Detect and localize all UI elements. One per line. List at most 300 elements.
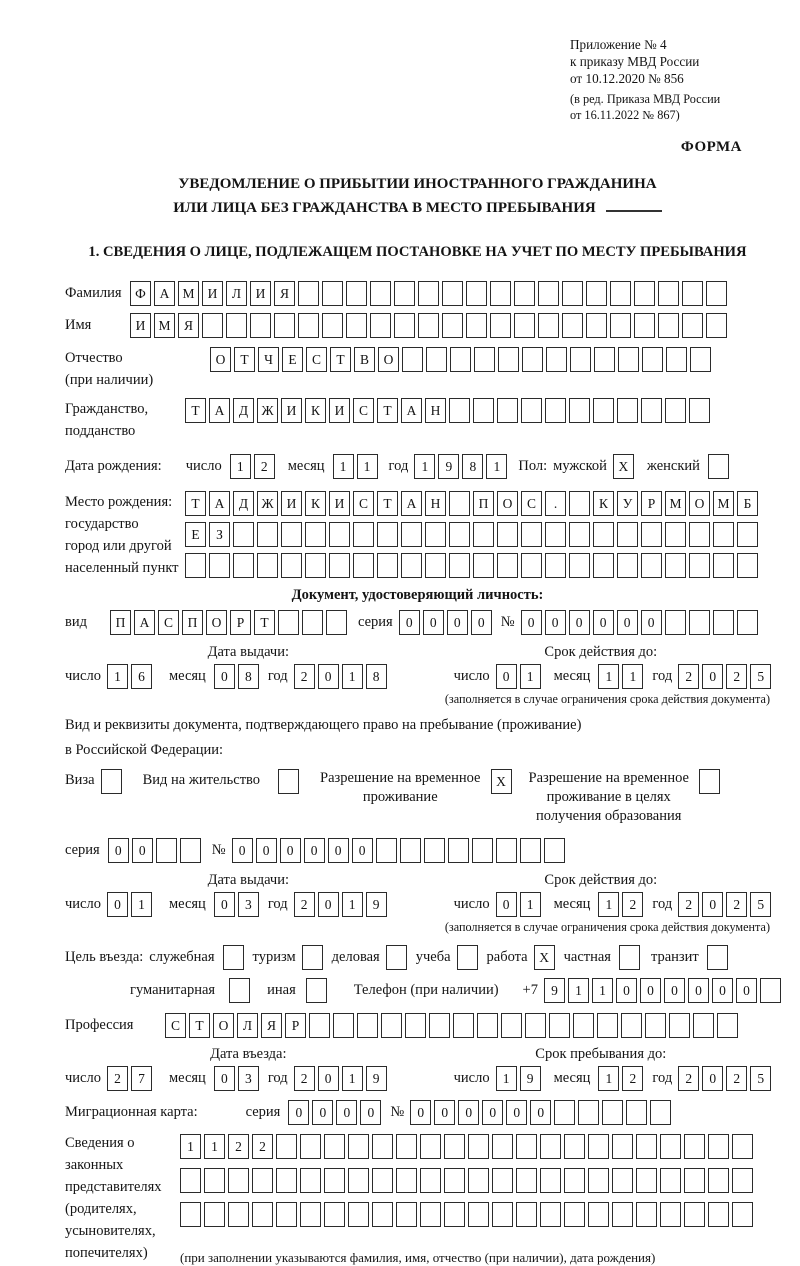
char-cell[interactable] — [298, 313, 319, 338]
char-cell[interactable]: 1 — [131, 892, 152, 917]
char-cell[interactable]: 1 — [496, 1066, 517, 1091]
char-cell[interactable]: Ж — [257, 398, 278, 423]
char-cell[interactable] — [333, 1013, 354, 1038]
char-cell[interactable] — [250, 313, 271, 338]
char-cell[interactable] — [641, 398, 662, 423]
char-cell[interactable]: 0 — [496, 892, 517, 917]
char-cell[interactable] — [549, 1013, 570, 1038]
char-cell[interactable] — [684, 1168, 705, 1193]
char-cell[interactable] — [281, 553, 302, 578]
char-cell[interactable]: 0 — [318, 1066, 339, 1091]
char-cell[interactable] — [737, 553, 758, 578]
char-cell[interactable] — [602, 1100, 623, 1125]
char-cell[interactable]: П — [110, 610, 131, 635]
char-cell[interactable]: К — [305, 491, 326, 516]
char-cell[interactable] — [540, 1168, 561, 1193]
char-cell[interactable] — [617, 398, 638, 423]
char-cell[interactable] — [300, 1168, 321, 1193]
char-cell[interactable]: 2 — [726, 664, 747, 689]
char-cell[interactable]: 1 — [107, 664, 128, 689]
char-cell[interactable] — [540, 1202, 561, 1227]
char-cell[interactable] — [538, 313, 559, 338]
char-cell[interactable] — [394, 281, 415, 306]
char-cell[interactable]: 3 — [238, 1066, 259, 1091]
char-cell[interactable]: 0 — [458, 1100, 479, 1125]
char-cell[interactable] — [326, 610, 347, 635]
char-cell[interactable] — [492, 1202, 513, 1227]
char-cell[interactable] — [396, 1202, 417, 1227]
char-cell[interactable] — [660, 1134, 681, 1159]
char-cell[interactable]: Е — [185, 522, 206, 547]
char-cell[interactable] — [610, 313, 631, 338]
char-cell[interactable]: 0 — [108, 838, 129, 863]
char-cell[interactable]: 1 — [204, 1134, 225, 1159]
char-cell[interactable]: 0 — [616, 978, 637, 1003]
char-cell[interactable]: 0 — [352, 838, 373, 863]
char-cell[interactable] — [202, 313, 223, 338]
char-cell[interactable] — [233, 553, 254, 578]
char-cell[interactable]: 2 — [622, 892, 643, 917]
char-cell[interactable]: Я — [261, 1013, 282, 1038]
char-cell[interactable] — [626, 1100, 647, 1125]
char-cell[interactable] — [418, 313, 439, 338]
char-cell[interactable] — [612, 1168, 633, 1193]
char-cell[interactable] — [660, 1168, 681, 1193]
char-cell[interactable] — [636, 1134, 657, 1159]
char-cell[interactable]: 1 — [568, 978, 589, 1003]
char-cell[interactable] — [660, 1202, 681, 1227]
char-cell[interactable] — [420, 1168, 441, 1193]
char-cell[interactable] — [466, 281, 487, 306]
char-cell[interactable] — [322, 281, 343, 306]
char-cell[interactable]: 8 — [238, 664, 259, 689]
char-cell[interactable] — [346, 313, 367, 338]
char-cell[interactable] — [185, 553, 206, 578]
char-cell[interactable] — [396, 1134, 417, 1159]
char-cell[interactable]: 0 — [280, 838, 301, 863]
char-cell[interactable]: 0 — [423, 610, 444, 635]
char-cell[interactable] — [520, 838, 541, 863]
char-cell[interactable]: И — [130, 313, 151, 338]
char-cell[interactable]: С — [353, 491, 374, 516]
char-cell[interactable]: А — [134, 610, 155, 635]
char-cell[interactable] — [666, 347, 687, 372]
char-cell[interactable]: З — [209, 522, 230, 547]
temp-residence-checkbox[interactable]: X — [491, 769, 512, 794]
temp-residence-edu-checkbox[interactable] — [699, 769, 720, 794]
char-cell[interactable] — [300, 1134, 321, 1159]
char-cell[interactable]: М — [154, 313, 175, 338]
char-cell[interactable] — [444, 1202, 465, 1227]
char-cell[interactable] — [564, 1168, 585, 1193]
char-cell[interactable] — [636, 1168, 657, 1193]
char-cell[interactable]: 0 — [360, 1100, 381, 1125]
char-cell[interactable] — [569, 398, 590, 423]
char-cell[interactable]: 1 — [598, 892, 619, 917]
char-cell[interactable] — [444, 1134, 465, 1159]
purpose-tourism-checkbox[interactable] — [302, 945, 323, 970]
char-cell[interactable] — [377, 553, 398, 578]
char-cell[interactable] — [586, 313, 607, 338]
char-cell[interactable] — [402, 347, 423, 372]
char-cell[interactable] — [298, 281, 319, 306]
char-cell[interactable]: Т — [330, 347, 351, 372]
char-cell[interactable]: 0 — [640, 978, 661, 1003]
char-cell[interactable] — [737, 522, 758, 547]
char-cell[interactable] — [498, 347, 519, 372]
char-cell[interactable] — [682, 281, 703, 306]
char-cell[interactable] — [444, 1168, 465, 1193]
char-cell[interactable]: 6 — [131, 664, 152, 689]
char-cell[interactable]: И — [250, 281, 271, 306]
char-cell[interactable] — [545, 398, 566, 423]
char-cell[interactable] — [468, 1134, 489, 1159]
char-cell[interactable]: 0 — [214, 664, 235, 689]
char-cell[interactable] — [300, 1202, 321, 1227]
char-cell[interactable]: О — [206, 610, 227, 635]
sex-male-checkbox[interactable]: X — [613, 454, 634, 479]
char-cell[interactable]: 2 — [726, 892, 747, 917]
char-cell[interactable]: Р — [641, 491, 662, 516]
char-cell[interactable] — [376, 838, 397, 863]
char-cell[interactable]: . — [545, 491, 566, 516]
char-cell[interactable] — [348, 1202, 369, 1227]
char-cell[interactable]: 3 — [238, 892, 259, 917]
char-cell[interactable] — [473, 522, 494, 547]
char-cell[interactable]: Д — [233, 398, 254, 423]
char-cell[interactable]: 0 — [506, 1100, 527, 1125]
char-cell[interactable] — [593, 522, 614, 547]
char-cell[interactable]: 2 — [678, 892, 699, 917]
char-cell[interactable]: 0 — [318, 664, 339, 689]
char-cell[interactable] — [521, 553, 542, 578]
char-cell[interactable]: 2 — [252, 1134, 273, 1159]
char-cell[interactable] — [466, 313, 487, 338]
char-cell[interactable] — [713, 610, 734, 635]
char-cell[interactable]: 0 — [641, 610, 662, 635]
char-cell[interactable] — [353, 522, 374, 547]
char-cell[interactable] — [492, 1168, 513, 1193]
char-cell[interactable] — [569, 522, 590, 547]
char-cell[interactable]: М — [713, 491, 734, 516]
purpose-official-checkbox[interactable] — [223, 945, 244, 970]
char-cell[interactable] — [573, 1013, 594, 1038]
char-cell[interactable] — [257, 553, 278, 578]
char-cell[interactable]: 2 — [678, 1066, 699, 1091]
char-cell[interactable]: Я — [274, 281, 295, 306]
char-cell[interactable] — [516, 1134, 537, 1159]
char-cell[interactable]: 1 — [342, 892, 363, 917]
char-cell[interactable] — [473, 398, 494, 423]
char-cell[interactable] — [233, 522, 254, 547]
char-cell[interactable]: 2 — [678, 664, 699, 689]
purpose-other-checkbox[interactable] — [306, 978, 327, 1003]
char-cell[interactable]: П — [473, 491, 494, 516]
char-cell[interactable]: 1 — [342, 664, 363, 689]
char-cell[interactable]: 2 — [294, 664, 315, 689]
char-cell[interactable] — [442, 313, 463, 338]
char-cell[interactable] — [276, 1202, 297, 1227]
sex-female-checkbox[interactable] — [708, 454, 729, 479]
char-cell[interactable] — [252, 1168, 273, 1193]
char-cell[interactable] — [521, 398, 542, 423]
char-cell[interactable]: 0 — [214, 892, 235, 917]
char-cell[interactable] — [617, 553, 638, 578]
char-cell[interactable] — [257, 522, 278, 547]
char-cell[interactable] — [324, 1202, 345, 1227]
char-cell[interactable] — [610, 281, 631, 306]
char-cell[interactable] — [425, 553, 446, 578]
char-cell[interactable] — [665, 398, 686, 423]
char-cell[interactable]: Ж — [257, 491, 278, 516]
char-cell[interactable] — [597, 1013, 618, 1038]
char-cell[interactable] — [477, 1013, 498, 1038]
char-cell[interactable] — [669, 1013, 690, 1038]
char-cell[interactable]: 0 — [521, 610, 542, 635]
char-cell[interactable]: 7 — [131, 1066, 152, 1091]
char-cell[interactable]: О — [497, 491, 518, 516]
char-cell[interactable]: А — [401, 398, 422, 423]
char-cell[interactable]: А — [209, 491, 230, 516]
char-cell[interactable]: И — [329, 491, 350, 516]
char-cell[interactable]: 0 — [447, 610, 468, 635]
char-cell[interactable]: 1 — [230, 454, 251, 479]
char-cell[interactable] — [405, 1013, 426, 1038]
char-cell[interactable]: 8 — [366, 664, 387, 689]
char-cell[interactable] — [468, 1168, 489, 1193]
char-cell[interactable] — [396, 1168, 417, 1193]
char-cell[interactable] — [372, 1134, 393, 1159]
char-cell[interactable] — [545, 522, 566, 547]
char-cell[interactable] — [634, 313, 655, 338]
char-cell[interactable] — [180, 1202, 201, 1227]
char-cell[interactable]: А — [154, 281, 175, 306]
char-cell[interactable] — [329, 553, 350, 578]
char-cell[interactable]: Р — [230, 610, 251, 635]
char-cell[interactable] — [586, 281, 607, 306]
char-cell[interactable] — [514, 281, 535, 306]
char-cell[interactable] — [329, 522, 350, 547]
char-cell[interactable] — [665, 522, 686, 547]
char-cell[interactable]: 0 — [312, 1100, 333, 1125]
char-cell[interactable] — [357, 1013, 378, 1038]
char-cell[interactable] — [684, 1134, 705, 1159]
char-cell[interactable]: 0 — [304, 838, 325, 863]
char-cell[interactable] — [278, 610, 299, 635]
char-cell[interactable] — [474, 347, 495, 372]
char-cell[interactable]: Т — [377, 398, 398, 423]
char-cell[interactable] — [641, 553, 662, 578]
char-cell[interactable] — [204, 1168, 225, 1193]
char-cell[interactable] — [274, 313, 295, 338]
char-cell[interactable] — [665, 553, 686, 578]
char-cell[interactable]: Р — [285, 1013, 306, 1038]
char-cell[interactable] — [372, 1168, 393, 1193]
residence-permit-checkbox[interactable] — [278, 769, 299, 794]
char-cell[interactable] — [546, 347, 567, 372]
purpose-transit-checkbox[interactable] — [707, 945, 728, 970]
char-cell[interactable] — [732, 1134, 753, 1159]
char-cell[interactable] — [514, 313, 535, 338]
char-cell[interactable] — [689, 398, 710, 423]
char-cell[interactable]: 9 — [366, 1066, 387, 1091]
char-cell[interactable]: Т — [185, 398, 206, 423]
char-cell[interactable] — [497, 522, 518, 547]
char-cell[interactable] — [737, 610, 758, 635]
char-cell[interactable] — [684, 1202, 705, 1227]
char-cell[interactable]: Т — [234, 347, 255, 372]
char-cell[interactable] — [665, 610, 686, 635]
char-cell[interactable] — [302, 610, 323, 635]
char-cell[interactable] — [545, 553, 566, 578]
char-cell[interactable] — [252, 1202, 273, 1227]
char-cell[interactable]: 2 — [254, 454, 275, 479]
char-cell[interactable]: О — [378, 347, 399, 372]
char-cell[interactable]: 0 — [530, 1100, 551, 1125]
char-cell[interactable] — [324, 1134, 345, 1159]
char-cell[interactable]: 1 — [342, 1066, 363, 1091]
char-cell[interactable] — [377, 522, 398, 547]
char-cell[interactable]: 0 — [107, 892, 128, 917]
char-cell[interactable]: 1 — [180, 1134, 201, 1159]
char-cell[interactable] — [562, 313, 583, 338]
char-cell[interactable]: 0 — [471, 610, 492, 635]
char-cell[interactable]: 9 — [366, 892, 387, 917]
char-cell[interactable] — [621, 1013, 642, 1038]
char-cell[interactable] — [226, 313, 247, 338]
char-cell[interactable] — [442, 281, 463, 306]
char-cell[interactable] — [468, 1202, 489, 1227]
char-cell[interactable] — [540, 1134, 561, 1159]
char-cell[interactable]: 9 — [520, 1066, 541, 1091]
visa-checkbox[interactable] — [101, 769, 122, 794]
char-cell[interactable] — [544, 838, 565, 863]
char-cell[interactable] — [516, 1202, 537, 1227]
char-cell[interactable]: 0 — [328, 838, 349, 863]
char-cell[interactable]: Т — [254, 610, 275, 635]
char-cell[interactable] — [706, 281, 727, 306]
char-cell[interactable] — [449, 522, 470, 547]
char-cell[interactable]: С — [306, 347, 327, 372]
char-cell[interactable] — [394, 313, 415, 338]
char-cell[interactable] — [717, 1013, 738, 1038]
char-cell[interactable]: 1 — [333, 454, 354, 479]
char-cell[interactable]: 2 — [294, 892, 315, 917]
char-cell[interactable]: Н — [425, 398, 446, 423]
char-cell[interactable] — [448, 838, 469, 863]
char-cell[interactable] — [689, 553, 710, 578]
char-cell[interactable] — [501, 1013, 522, 1038]
char-cell[interactable] — [564, 1202, 585, 1227]
char-cell[interactable] — [204, 1202, 225, 1227]
char-cell[interactable] — [228, 1202, 249, 1227]
char-cell[interactable] — [693, 1013, 714, 1038]
char-cell[interactable]: И — [202, 281, 223, 306]
char-cell[interactable]: П — [182, 610, 203, 635]
char-cell[interactable] — [180, 838, 201, 863]
char-cell[interactable] — [708, 1134, 729, 1159]
char-cell[interactable]: Д — [233, 491, 254, 516]
char-cell[interactable]: 0 — [569, 610, 590, 635]
char-cell[interactable] — [564, 1134, 585, 1159]
char-cell[interactable] — [612, 1202, 633, 1227]
char-cell[interactable]: Ф — [130, 281, 151, 306]
char-cell[interactable] — [473, 553, 494, 578]
char-cell[interactable] — [713, 553, 734, 578]
char-cell[interactable] — [449, 553, 470, 578]
char-cell[interactable] — [309, 1013, 330, 1038]
char-cell[interactable]: 8 — [462, 454, 483, 479]
char-cell[interactable] — [281, 522, 302, 547]
char-cell[interactable] — [569, 491, 590, 516]
char-cell[interactable]: Е — [282, 347, 303, 372]
char-cell[interactable] — [636, 1202, 657, 1227]
char-cell[interactable] — [424, 838, 445, 863]
char-cell[interactable]: 1 — [622, 664, 643, 689]
char-cell[interactable] — [401, 522, 422, 547]
char-cell[interactable] — [305, 522, 326, 547]
char-cell[interactable]: Т — [185, 491, 206, 516]
char-cell[interactable]: 0 — [702, 664, 723, 689]
char-cell[interactable] — [381, 1013, 402, 1038]
char-cell[interactable] — [496, 838, 517, 863]
char-cell[interactable]: К — [593, 491, 614, 516]
char-cell[interactable] — [593, 553, 614, 578]
char-cell[interactable] — [348, 1168, 369, 1193]
char-cell[interactable]: А — [401, 491, 422, 516]
char-cell[interactable]: Н — [425, 491, 446, 516]
char-cell[interactable] — [689, 522, 710, 547]
char-cell[interactable] — [449, 491, 470, 516]
char-cell[interactable] — [370, 281, 391, 306]
char-cell[interactable] — [490, 313, 511, 338]
char-cell[interactable] — [570, 347, 591, 372]
char-cell[interactable]: 0 — [434, 1100, 455, 1125]
char-cell[interactable] — [612, 1134, 633, 1159]
char-cell[interactable]: Б — [737, 491, 758, 516]
char-cell[interactable] — [228, 1168, 249, 1193]
char-cell[interactable] — [370, 313, 391, 338]
char-cell[interactable]: 0 — [318, 892, 339, 917]
char-cell[interactable]: 0 — [702, 892, 723, 917]
char-cell[interactable]: 0 — [712, 978, 733, 1003]
char-cell[interactable] — [324, 1168, 345, 1193]
char-cell[interactable] — [472, 838, 493, 863]
char-cell[interactable] — [305, 553, 326, 578]
char-cell[interactable] — [276, 1134, 297, 1159]
char-cell[interactable]: И — [329, 398, 350, 423]
char-cell[interactable]: Т — [189, 1013, 210, 1038]
char-cell[interactable]: О — [213, 1013, 234, 1038]
char-cell[interactable] — [497, 553, 518, 578]
char-cell[interactable] — [642, 347, 663, 372]
char-cell[interactable]: С — [158, 610, 179, 635]
char-cell[interactable] — [645, 1013, 666, 1038]
char-cell[interactable]: 0 — [482, 1100, 503, 1125]
char-cell[interactable]: 1 — [486, 454, 507, 479]
char-cell[interactable]: 2 — [107, 1066, 128, 1091]
char-cell[interactable] — [658, 281, 679, 306]
char-cell[interactable]: 1 — [520, 664, 541, 689]
char-cell[interactable]: 9 — [544, 978, 565, 1003]
char-cell[interactable]: 0 — [336, 1100, 357, 1125]
char-cell[interactable]: А — [209, 398, 230, 423]
purpose-private-checkbox[interactable] — [619, 945, 640, 970]
char-cell[interactable]: Л — [237, 1013, 258, 1038]
char-cell[interactable] — [209, 553, 230, 578]
char-cell[interactable] — [588, 1134, 609, 1159]
char-cell[interactable] — [426, 347, 447, 372]
